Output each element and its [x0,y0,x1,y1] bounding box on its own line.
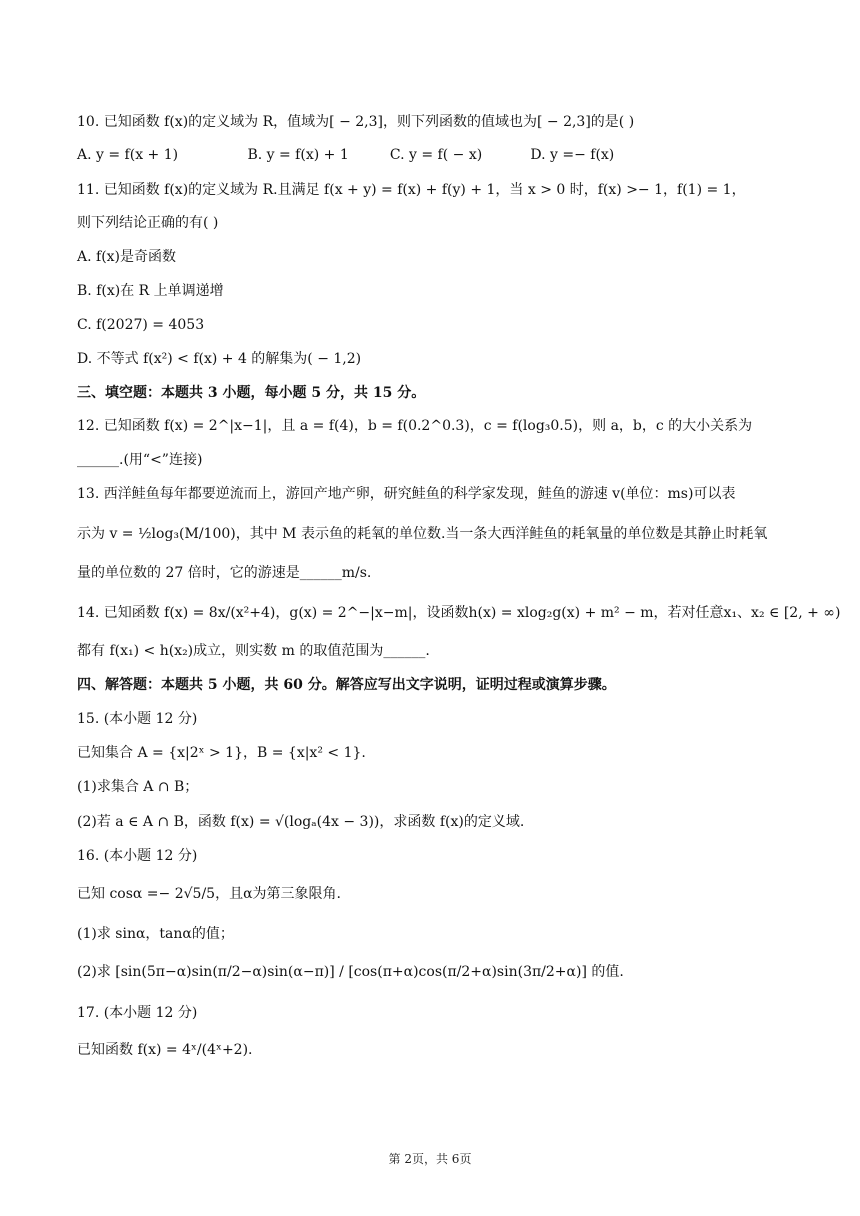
page-footer: 第 2页，共 6页 [388,1152,472,1166]
q17-title: 17. (本小题 12 分) [77,1005,198,1021]
q12-line-1: 12. 已知函数 f(x) = 2^|x−1|，且 a = f(4)，b = f(0.2^0.3)，c = f(log₃0.5)，则 a，b，c 的大小关系为 [77,418,753,434]
q11-option-b: B. f(x)在 R 上单调递增 [77,283,224,299]
q14-line-1: 14. 已知函数 f(x) = 8x/(x²+4)，g(x) = 2^−|x−m|，设函数h(x) = xlog₂g(x) + m² − m，若对任意x₁、x₂ ∈ [2, + ∞) [77,605,841,621]
section-fill-in-heading: 三、填空题：本题共 3 小题，每小题 5 分，共 15 分。 [77,385,426,401]
q11-option-c: C. f(2027) = 4053 [77,317,205,333]
q11-option-a: A. f(x)是奇函数 [77,249,177,265]
q10-option-b: B. y = f(x) + 1 [247,147,349,163]
q15-title: 15. (本小题 12 分) [77,711,198,727]
q10-option-c: C. y = f( − x) [389,147,483,163]
q11-stem-2: 则下列结论正确的有( ) [77,215,219,231]
q15-given: 已知集合 A = {x|2ˣ > 1}，B = {x|x² < 1}. [77,745,366,761]
q14-line-2: 都有 f(x₁) < h(x₂)成立，则实数 m 的取值范围为______. [77,643,430,659]
q16-part-1: (1)求 sinα，tanα的值； [77,926,234,942]
q10-option-a: A. y = f(x + 1) [77,147,179,163]
q16-part-2: (2)求 [sin(5π−α)sin(π/2−α)sin(α−π)] / [cos(π+α)cos(π/2+α)sin(3π/2+α)] 的值. [77,964,624,980]
q10-stem: 10. 已知函数 f(x)的定义域为 R，值域为[ − 2,3]，则下列函数的值域也为[ − 2,3]的是( ) [77,114,635,130]
q16-title: 16. (本小题 12 分) [77,848,198,864]
q13-line-1: 13. 西洋鲑鱼每年都要逆流而上，游回产地产卵，研究鲑鱼的科学家发现，鲑鱼的游速 v(单位：ms)可以表 [77,486,736,502]
section-answer-heading: 四、解答题：本题共 5 小题，共 60 分。解答应写出文字说明，证明过程或演算步骤。 [77,677,616,693]
q13-line-2: 示为 v = ½log₃(M/100)，其中 M 表示鱼的耗氧的单位数.当一条大西洋鲑鱼的耗氧量的单位数是其静止时耗氧 [77,526,768,542]
q17-given: 已知函数 f(x) = 4ˣ/(4ˣ+2). [77,1042,253,1058]
q15-part-2: (2)若 a ∈ A ∩ B，函数 f(x) = √(logₐ(4x − 3))，求函数 f(x)的定义域. [77,814,525,830]
q15-part-1: (1)求集合 A ∩ B； [77,779,199,795]
q13-line-3: 量的单位数的 27 倍时，它的游速是______m/s. [77,565,372,581]
q11-option-d: D. 不等式 f(x²) < f(x) + 4 的解集为( − 1,2) [77,351,362,367]
q10-option-d: D. y =− f(x) [530,147,615,163]
q11-stem-1: 11. 已知函数 f(x)的定义域为 R.且满足 f(x + y) = f(x) + f(y) + 1，当 x > 0 时，f(x) >− 1，f(1) = 1， [77,182,746,198]
q12-line-2: ______.(用“<”连接) [77,452,203,468]
q16-given: 已知 cosα =− 2√5/5，且α为第三象限角. [77,886,341,902]
q10-options [77,145,614,165]
